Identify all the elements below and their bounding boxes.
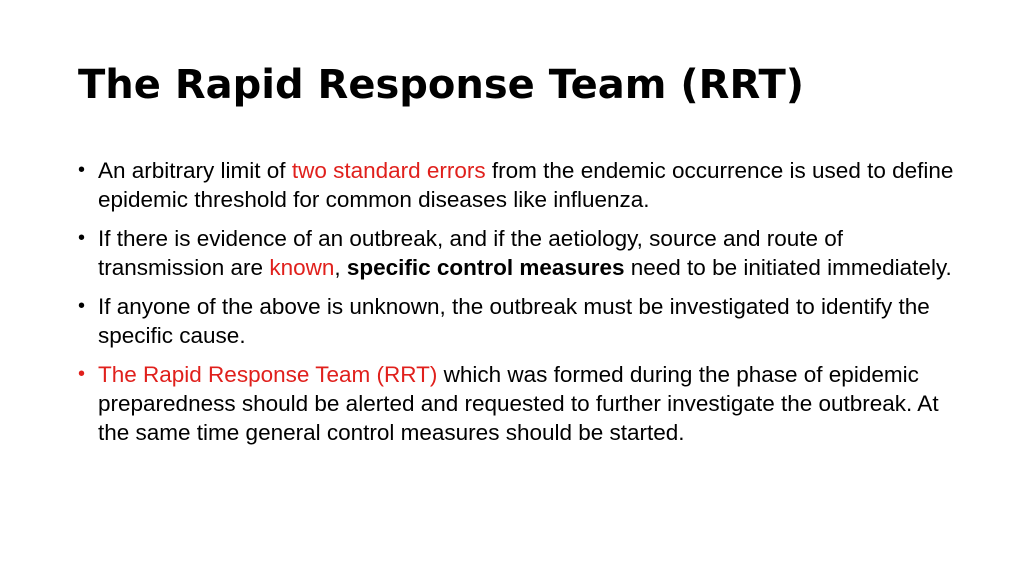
bullet-dot: • bbox=[78, 159, 86, 181]
bullet-dot: • bbox=[78, 295, 86, 317]
bullet-item-3 bbox=[78, 292, 958, 350]
bullet-dot: • bbox=[78, 227, 86, 249]
bullet-text: which was formed during the phase of epidemic preparedness should be alerted and requested to further investigate the outbreak. At the same time general control measures should be started. bbox=[98, 362, 939, 445]
bullet-text: If there is evidence of an outbreak, and if the aetiology, source and route of transmission are bbox=[98, 226, 844, 280]
bullet-dot: • bbox=[78, 363, 86, 385]
bullet-list bbox=[78, 156, 958, 457]
slide-title: The Rapid Response Team (RRT) bbox=[78, 62, 805, 108]
bullet-text: from the endemic occurrence is used to define epidemic threshold for common diseases like influenza. bbox=[98, 158, 954, 212]
bullet-item-1 bbox=[78, 156, 958, 214]
bullet-text: need to be initiated immediately. bbox=[624, 255, 952, 280]
bullet-text: An arbitrary limit of bbox=[98, 158, 292, 183]
highlight-text: known bbox=[269, 255, 335, 280]
bullet-text: , bbox=[334, 255, 347, 280]
bold-text: specific control measures bbox=[346, 255, 625, 280]
highlight-text: The Rapid Response Team (RRT) bbox=[98, 362, 438, 387]
bullet-text: If anyone of the above is unknown, the outbreak must be investigated to identify the specific cause. bbox=[98, 294, 930, 348]
bullet-item-2 bbox=[78, 224, 958, 282]
bullet-item-4 bbox=[78, 360, 958, 447]
highlight-text: two standard errors bbox=[291, 158, 486, 183]
